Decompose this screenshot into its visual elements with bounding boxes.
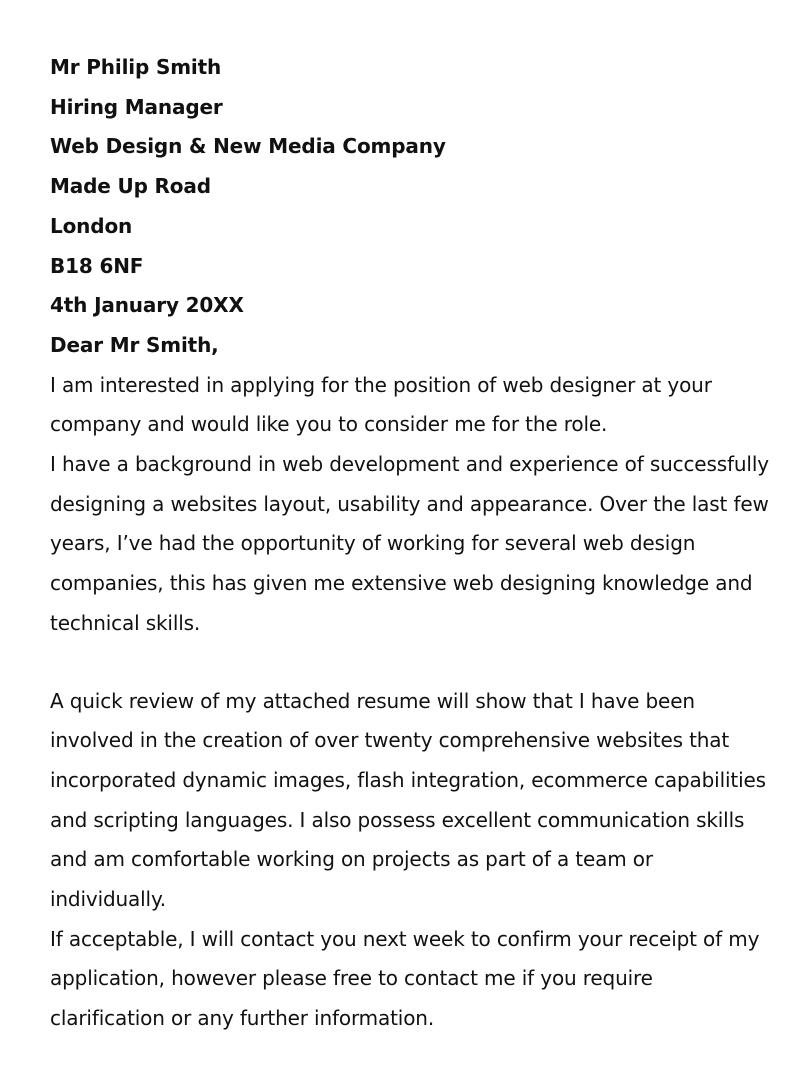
paragraph-line: If acceptable, I will contact you next week to confirm your receipt of my <box>50 926 760 951</box>
paragraph-background <box>50 445 770 644</box>
paragraph-line: I have a background in web development and experience of successfully <box>50 452 769 477</box>
paragraph-line: designing a websites layout, usability and appearance. Over the last few <box>50 491 769 516</box>
paragraph-line: clarification or any further information. <box>50 1006 435 1031</box>
cover-letter <box>50 48 770 1039</box>
recipient-title: Hiring Manager <box>50 94 223 119</box>
recipient-address <box>50 48 770 286</box>
paragraph-line: involved in the creation of over twenty comprehensive websites that <box>50 728 730 753</box>
recipient-company: Web Design & New Media Company <box>50 134 446 159</box>
recipient-city: London <box>50 213 133 238</box>
paragraph-line: individually. <box>50 887 167 912</box>
paragraph-line: A quick review of my attached resume will show that I have been <box>50 688 695 713</box>
letter-date: 4th January 20XX <box>50 293 244 318</box>
paragraph-line: application, however please free to contact me if you require <box>50 966 653 991</box>
paragraph-line: I am interested in applying for the position of web designer at your <box>50 372 712 397</box>
paragraph-line: companies, this has given me extensive web designing knowledge and <box>50 571 753 596</box>
paragraph-line: years, I’ve had the opportunity of working for several web design <box>50 531 696 556</box>
paragraph-line: technical skills. <box>50 610 201 635</box>
paragraph-line: and am comfortable working on projects as part of a team or <box>50 847 653 872</box>
salutation: Dear Mr Smith, <box>50 332 219 357</box>
paragraph-closing <box>50 920 770 1039</box>
paragraph-spacer <box>50 644 770 682</box>
paragraph-intro <box>50 366 770 445</box>
paragraph-line: and scripting languages. I also possess excellent communication skills <box>50 807 745 832</box>
paragraph-line: incorporated dynamic images, flash integration, ecommerce capabilities <box>50 767 766 792</box>
recipient-name: Mr Philip Smith <box>50 55 222 79</box>
recipient-street: Made Up Road <box>50 174 211 199</box>
recipient-postcode: B18 6NF <box>50 253 144 278</box>
paragraph-line: company and would like you to consider me for the role. <box>50 412 608 437</box>
paragraph-resume <box>50 682 770 920</box>
